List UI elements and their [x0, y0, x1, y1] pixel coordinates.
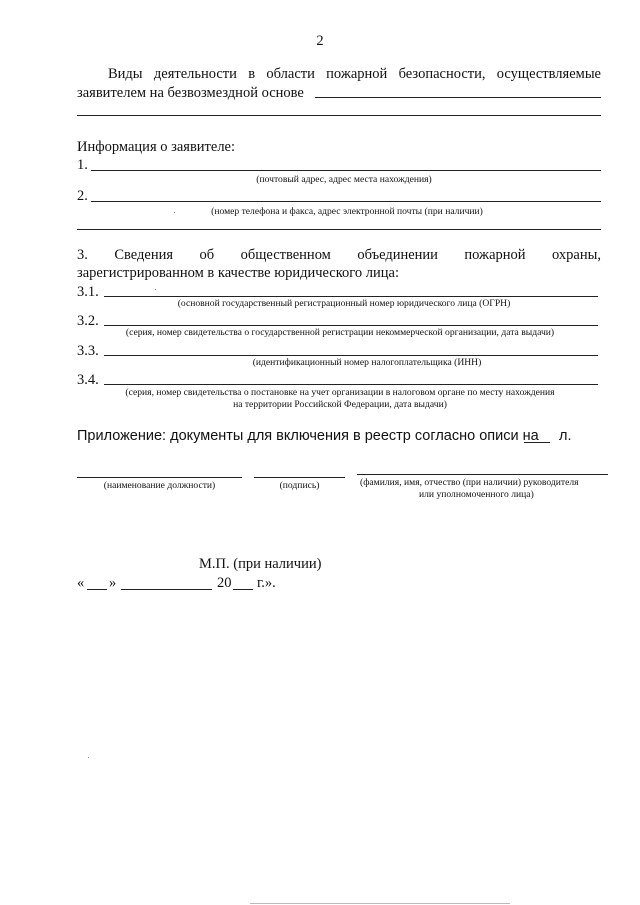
signature-line [254, 477, 345, 478]
position-caption: (наименование должности) [103, 480, 216, 491]
activities-input-line [315, 97, 601, 98]
date-month-line [121, 589, 212, 590]
item-2-number: 2. [77, 188, 88, 204]
appendix-pages-suffix: л. [559, 428, 572, 444]
postal-address-line [91, 170, 601, 171]
full-name-caption-line1: (фамилия, имя, отчество (при наличии) руководителя [360, 477, 579, 488]
full-name-caption-line2: или уполномоченного лица) [419, 489, 534, 500]
scan-dot [88, 757, 89, 758]
section-3-number: 3. [77, 247, 88, 263]
applicant-info-title: Информация о заявителе: [77, 139, 236, 155]
position-signature-line [77, 477, 242, 478]
inn-line [104, 355, 598, 356]
phone-email-line [91, 201, 601, 202]
tax-registration-caption-line2: на территории Российской Федерации, дата выдачи) [233, 399, 447, 410]
section-3-word: об [199, 247, 215, 263]
stamp-placeholder: М.П. (при наличии) [199, 556, 322, 572]
registration-certificate-line [104, 325, 598, 326]
section-3-word: Сведения [114, 247, 174, 263]
page-number: 2 [316, 33, 324, 49]
section-3-word: охраны, [552, 247, 601, 263]
date-open-quote: « [77, 575, 85, 591]
item-3-2-number: 3.2. [77, 313, 99, 329]
item-3-4-number: 3.4. [77, 372, 99, 388]
inn-caption: (идентификационный номер налогоплательщика (ИНН) [252, 357, 482, 368]
section-3-word: пожарной [464, 247, 526, 263]
ogrn-line [104, 296, 598, 297]
full-name-line [357, 474, 608, 475]
date-day-line [87, 589, 107, 590]
section-3-heading-line2: зарегистрированном в качестве юридического лица: [77, 265, 399, 281]
scan-dot [174, 212, 175, 213]
date-close-quote: » [109, 575, 117, 591]
date-year-suffix: г.». [257, 575, 276, 591]
item-1-number: 1. [77, 157, 88, 173]
date-year-prefix: 20 [217, 575, 232, 591]
scan-dot [155, 289, 156, 290]
signature-caption: (подпись) [279, 480, 320, 491]
tax-registration-caption-line1: (серия, номер свидетельства о постановке на учет организации в налоговом органе по месту нахождения [125, 387, 555, 398]
tax-registration-line [104, 384, 598, 385]
item-3-1-number: 3.1. [77, 284, 99, 300]
activities-input-line-2 [77, 115, 601, 116]
phone-email-line-2 [77, 229, 601, 230]
section-3-heading [77, 247, 601, 264]
date-year-line [233, 589, 253, 590]
registration-certificate-caption: (серия, номер свидетельства о государственной регистрации некоммерческой организации, дата выдачи) [125, 327, 555, 338]
appendix-text: Приложение: документы для включения в реестр согласно описи на [77, 428, 539, 444]
section-3-word: общественном [240, 247, 331, 263]
section-3-word: объединении [357, 247, 438, 263]
postal-address-caption: (почтовый адрес, адрес места нахождения) [256, 174, 432, 185]
phone-email-caption: (номер телефона и факса, адрес электронной почты (при наличии) [211, 206, 483, 217]
item-3-3-number: 3.3. [77, 343, 99, 359]
activities-heading-line1: Виды деятельности в области пожарной безопасности, осуществляемые [108, 66, 601, 82]
appendix-pages-line [524, 442, 550, 443]
ogrn-caption: (основной государственный регистрационный номер юридического лица (ОГРН) [177, 298, 511, 309]
scan-edge-line [250, 903, 510, 904]
activities-heading-line2: заявителем на безвозмездной основе [77, 85, 304, 101]
